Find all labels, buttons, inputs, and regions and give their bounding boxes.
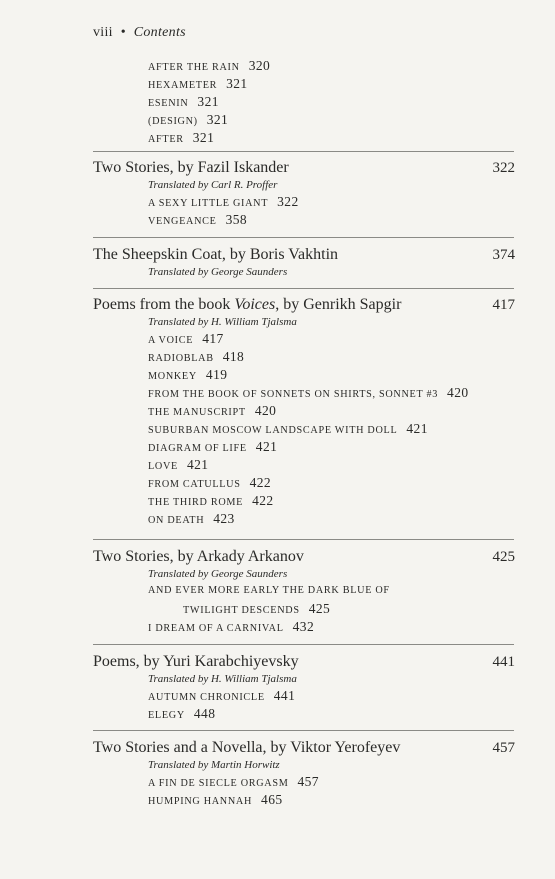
toc-entry (93, 245, 515, 264)
continued-items (93, 57, 515, 147)
list-item: AFTER 321 (148, 130, 215, 145)
entry-title: Poems, by Yuri Karabchiyevsky (93, 653, 299, 670)
running-head-title: Contents (133, 25, 186, 40)
toc-section-karabchiyevsky (93, 652, 515, 723)
list-item: THE MANUSCRIPT 420 (148, 403, 277, 418)
list-item: A VOICE 417 (148, 331, 224, 346)
list-item: FROM THE BOOK OF SONNETS ON SHIRTS, SONNET #3 420 (148, 385, 469, 400)
list-item: HEXAMETER 321 (148, 76, 248, 91)
list-item: A SEXY LITTLE GIANT 322 (148, 194, 299, 209)
list-item: AND EVER MORE EARLY THE DARK BLUE OF (148, 585, 390, 596)
section-divider (93, 151, 514, 152)
list-item: FROM CATULLUS 422 (148, 475, 272, 490)
list-item: THE THIRD ROME 422 (148, 493, 274, 508)
entry-page: 417 (492, 297, 515, 313)
entry-page: 441 (492, 654, 515, 670)
list-item: DIAGRAM OF LIFE 421 (148, 439, 278, 454)
toc-section-iskander (93, 158, 515, 229)
entry-page: 425 (492, 549, 515, 565)
list-item: VENGEANCE 358 (148, 212, 248, 227)
page-folio: viii (93, 25, 113, 40)
entry-page: 374 (492, 247, 515, 263)
toc-entry (93, 295, 515, 314)
translator-credit: Translated by H. William Tjalsma (148, 316, 297, 328)
toc-section-vakhtin (93, 245, 515, 280)
list-item: MONKEY 419 (148, 367, 228, 382)
entry-title: Two Stories, by Fazil Iskander (93, 159, 289, 176)
list-item: LOVE 421 (148, 457, 209, 472)
section-divider (93, 730, 514, 731)
list-item: A FIN DE SIECLE ORGASM 457 (148, 774, 319, 789)
toc-entry (93, 652, 515, 671)
list-item: ELEGY 448 (148, 706, 216, 721)
toc-entry (93, 547, 515, 566)
section-divider (93, 539, 514, 540)
toc-entry (93, 738, 515, 757)
entry-title: The Sheepskin Coat, by Boris Vakhtin (93, 246, 339, 263)
entry-page: 322 (492, 160, 515, 176)
entry-title: Two Stories and a Novella, by Viktor Yerofeyev (93, 739, 401, 756)
entry-title: Two Stories, by Arkady Arkanov (93, 548, 304, 565)
list-item: AUTUMN CHRONICLE 441 (148, 688, 296, 703)
list-item: ESENIN 321 (148, 94, 219, 109)
list-item: TWILIGHT DESCENDS 425 (183, 601, 331, 616)
list-item: RADIOBLAB 418 (148, 349, 245, 364)
translator-credit: Translated by George Saunders (148, 568, 288, 580)
section-divider (93, 644, 514, 645)
toc-section-arkanov (93, 547, 515, 636)
entry-page: 457 (492, 740, 515, 756)
list-item: SUBURBAN MOSCOW LANDSCAPE WITH DOLL 421 (148, 421, 428, 436)
toc-section-sapgir (93, 295, 515, 528)
list-item: HUMPING HANNAH 465 (148, 792, 283, 807)
translator-credit: Translated by H. William Tjalsma (148, 673, 297, 685)
running-head-separator: • (120, 25, 126, 40)
translator-credit: Translated by Carl R. Proffer (148, 179, 278, 191)
section-divider (93, 288, 514, 289)
toc-entry (93, 158, 515, 177)
translator-credit: Translated by George Saunders (148, 266, 288, 278)
list-item: I DREAM OF A CARNIVAL 432 (148, 619, 315, 634)
list-item: AFTER THE RAIN 320 (148, 58, 271, 73)
list-item: (DESIGN) 321 (148, 112, 229, 127)
section-divider (93, 237, 514, 238)
list-item: ON DEATH 423 (148, 511, 235, 526)
translator-credit: Translated by Martin Horwitz (148, 759, 280, 771)
running-head (93, 25, 186, 41)
entry-title: Poems from the book Voices, by Genrikh Sapgir (93, 296, 402, 313)
toc-section-yerofeyev (93, 738, 515, 809)
